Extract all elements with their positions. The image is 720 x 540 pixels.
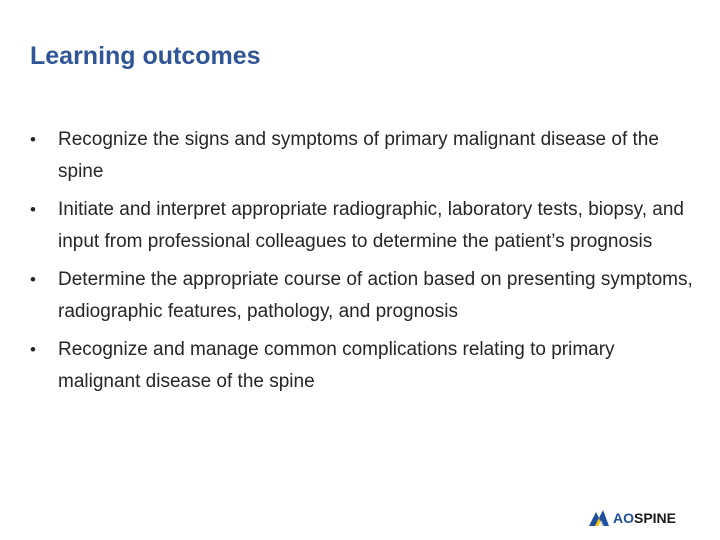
learning-outcomes-list [30, 124, 700, 404]
list-item [30, 334, 700, 398]
list-item [30, 264, 700, 328]
list-item-text: Recognize the signs and symptoms of primary malignant disease of the spine [58, 129, 659, 182]
logo-text-ao: AO [612, 510, 634, 526]
list-item-text: Initiate and interpret appropriate radiographic, laboratory tests, biopsy, and input from professional colleagues to determine the patient’s prognosis [58, 199, 684, 252]
bullet-icon: • [30, 200, 36, 219]
bullet-icon: • [30, 270, 36, 289]
logo-text [613, 510, 676, 526]
slide-title: Learning outcomes [30, 42, 261, 70]
bullet-icon: • [30, 340, 36, 359]
list-item [30, 124, 700, 188]
list-item-text: Recognize and manage common complications relating to primary malignant disease of the spine [58, 339, 615, 392]
list-item [30, 194, 700, 258]
bullet-icon: • [30, 130, 36, 149]
list-item-text: Determine the appropriate course of action based on presenting symptoms, radiographic features, pathology, and prognosis [58, 269, 693, 322]
logo-text-spine: SPINE [633, 510, 676, 526]
ao-spine-logo-icon [589, 510, 609, 526]
ao-spine-logo [589, 510, 676, 526]
